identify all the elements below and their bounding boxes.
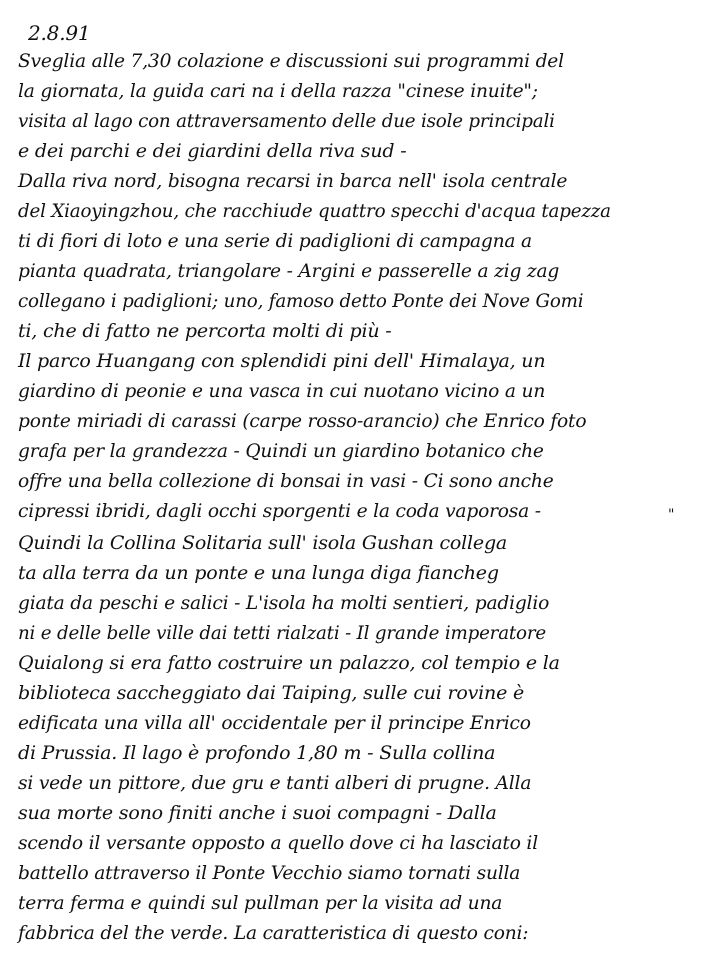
text-line: scendo il versante opposto a quello dove ci ha lasciato il [18, 832, 538, 854]
text-line: e dei parchi e dei giardini della riva sud - [18, 140, 407, 162]
text-line: giata da peschi e salici - L'isola ha molti sentieri, padiglio [18, 592, 550, 614]
entry-date: 2.8.91 [28, 21, 91, 45]
margin-mark: " [668, 507, 675, 523]
text-line: battello attraverso il Ponte Vecchio siamo tornati sulla [18, 862, 521, 884]
text-line: Sveglia alle 7,30 colazione e discussioni sui programmi del [18, 50, 564, 72]
text-line: grafa per la grandezza - Quindi un giardino botanico che [18, 440, 544, 462]
text-line: ti di fiori di loto e una serie di padiglioni di campagna a [18, 230, 532, 252]
text-line: ponte miriadi di carassi (carpe rosso-arancio) che Enrico foto [18, 410, 587, 432]
text-line: Quindi la Collina Solitaria sull' isola Gushan collega [18, 532, 508, 554]
text-line: fabbrica del the verde. La caratteristica di questo coni: [18, 922, 529, 944]
text-line: Dalla riva nord, bisogna recarsi in barca nell' isola centrale [18, 170, 568, 192]
text-line: biblioteca saccheggiato dai Taiping, sulle cui rovine è [18, 682, 525, 704]
text-line: cipressi ibridi, dagli occhi sporgenti e la coda vaporosa - [18, 500, 541, 522]
text-line: giardino di peonie e una vasca in cui nuotano vicino a un [18, 380, 546, 402]
text-line: sua morte sono finiti anche i suoi compagni - Dalla [18, 802, 497, 824]
text-line: ti, che di fatto ne percorta molti di più - [18, 320, 392, 342]
text-line: ta alla terra da un ponte e una lunga diga fiancheg [18, 562, 499, 584]
text-line: offre una bella collezione di bonsai in vasi - Ci sono anche [18, 470, 554, 492]
text-line: la giornata, la guida cari na i della razza "cinese inuite"; [18, 80, 538, 102]
text-line: Quialong si era fatto costruire un palazzo, col tempio e la [18, 652, 560, 674]
text-line: visita al lago con attraversamento delle due isole principali [18, 110, 555, 132]
text-line: collegano i padiglioni; uno, famoso detto Ponte dei Nove Gomi [18, 290, 584, 312]
text-line: ni e delle belle ville dai tetti rialzati - Il grande imperatore [18, 622, 546, 644]
text-line: Il parco Huangang con splendidi pini dell' Himalaya, un [18, 350, 546, 372]
text-line: pianta quadrata, triangolare - Argini e passerelle a zig zag [18, 260, 560, 282]
text-line: si vede un pittore, due gru e tanti alberi di prugne. Alla [18, 772, 532, 794]
text-line: terra ferma e quindi sul pullman per la visita ad una [18, 892, 503, 914]
text-line: di Prussia. Il lago è profondo 1,80 m - Sulla collina [18, 742, 496, 764]
text-line: edificata una villa all' occidentale per il principe Enrico [18, 712, 531, 734]
text-line: del Xiaoyingzhou, che racchiude quattro specchi d'acqua tapezza [18, 200, 611, 222]
